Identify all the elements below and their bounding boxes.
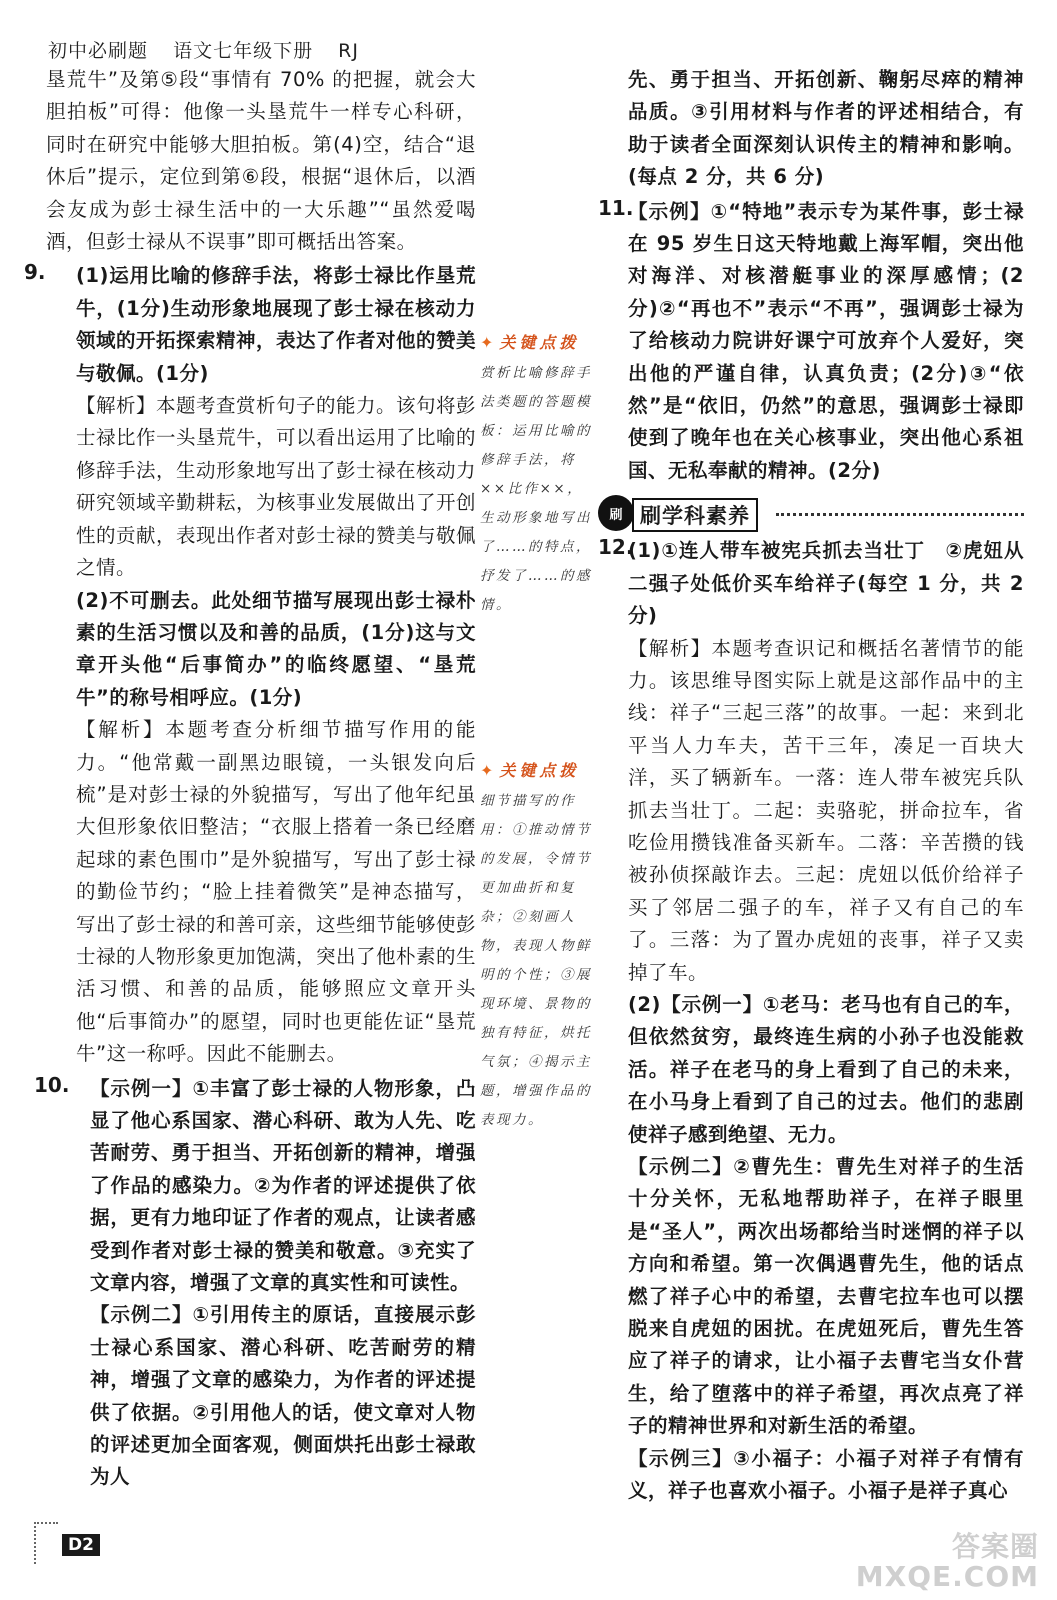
section-title: 刷学科素养 <box>632 498 758 532</box>
q10-example-1: 【示例一】①丰富了彭士禄的人物形象，凸显了他心系国家、潜心科研、敢为人先、吃苦耐劳、勇于担当、开拓创新的精神，增强了作品的感染力。②为作者的评述提供了依据，更有力地印证了作者的观点，让读者感受到作者对彭士禄的赞美和敬意。③充实了文章内容，增强了文章的真实性和可读性。 <box>90 1076 476 1295</box>
right-column <box>598 64 1024 1507</box>
watermark-line-2: MXQE.COM <box>855 1560 1039 1593</box>
question-11 <box>598 196 1024 488</box>
key-tip-title: ✦ 关键点拨 <box>480 758 592 781</box>
left-column <box>24 64 477 1494</box>
q10-example-2: 【示例二】①引用传主的原话，直接展示彭士禄心系国家、潜心科研、吃苦耐劳的精神，增强了文章的感染力，为作者的评述提供了依据。②引用他人的话，使文章对人物的评述更加全面客观，侧面烘托出彭士禄敢为人 <box>90 1303 476 1489</box>
question-10 <box>34 1072 476 1494</box>
q12-example-1: (2)【示例一】①老马：老马也有自己的车，但依然贫穷，最终连生病的小孙子也没能救活。祥子在老马的身上看到了自己的未来，在小马身上看到了自己的过去。他们的悲剧使祥子感到绝望、无力。 <box>628 992 1024 1146</box>
q9-analysis-1: 【解析】本题考查赏析句子的能力。该句将彭士禄比作一头垦荒牛，可以看出运用了比喻的修辞手法，生动形象地写出了彭士禄在核动力研究领域辛勤耕耘，为核事业发展做出了开创性的贡献，表现出作者对彭士禄的赞美与敬佩之情。 <box>76 394 477 580</box>
q9-analysis-2: 【解析】本题考查分析细节描写作用的能力。“他常戴一副黑边眼镜，一头银发向后梳”是对彭士禄的外貌描写，写出了他年纪虽大但形象依旧整洁；“衣服上搭着一条已经磨起球的素色围巾”是外貌描写，写出了彭士禄的勤俭节约；“脸上挂着微笑”是神态描写，写出了彭士禄的和善可亲，这些细节能够使彭士禄的人物形象更加饱满，突出了他朴素的生活习惯、和善的品质，能够照应文章开头他“后事简办”的愿望，同时也更能佐证“垦荒牛”这一称呼。因此不能删去。 <box>76 718 477 1066</box>
question-12 <box>598 535 1024 1507</box>
q8-analysis-continued: 垦荒牛”及第⑤段“事情有 70% 的把握，就会大胆拍板”可得：他像一头垦荒牛一样专心科研，同时在研究中能够大胆拍板。第(4)空，结合“退休后”提示，定位到第⑥段，根据“退休后，以酒会友成为彭士禄生活中的一大乐趣”“虽然爱喝酒，但彭士禄从不误事”即可概括出答案。 <box>46 68 476 254</box>
key-tip-box-2 <box>480 758 592 1135</box>
q12-analysis-1: 【解析】本题考查识记和概括名著情节的能力。该思维导图实际上就是这部作品中的主线：祥子“三起三落”的故事。一起：来到北平当人力车夫，苦干三年，凑足一百块大洋，买了辆新车。一落：连人带车被宪兵队抓去当壮丁。二起：卖骆驼，拼命拉车，省吃俭用攒钱准备买新车。二落：辛苦攒的钱被孙侦探敲诈去。三起：虎妞以低价给祥子买了邻居二强子的车，祥子又有自己的车了。三落：为了置办虎妞的丧事，祥子又卖掉了车。 <box>628 636 1024 984</box>
section-badge-icon: 刷 <box>598 495 634 531</box>
q9-answer-2: (2)不可删去。此处细节描写展现出彭士禄朴素的生活习惯以及和善的品质，(1分)这与文章开头他“后事简办”的临终愿望、“垦荒牛”的称号相呼应。(1分) <box>76 588 476 709</box>
question-number: 9. <box>24 260 46 285</box>
page-header <box>48 36 377 63</box>
section-header <box>598 493 1024 531</box>
book-title: 初中必刷题 <box>48 40 149 62</box>
question-number: 11. <box>598 195 634 220</box>
subject-title: 语文七年级下册 <box>173 40 314 62</box>
page-number: D2 <box>62 1534 100 1556</box>
q11-answer: 【示例】①“特地”表示专为某件事，彭士禄在 95 岁生日这天特地戴上海军帽，突出他对海洋、对核潜艇事业的深厚感情；(2分)②“再也不”表示“不再”，强调彭士禄为了给核动力院讲好课宁可放弃个人爱好，突出他的严谨自律，认真负责；(2分)③“依然”是“依旧，仍然”的意思，强调彭士禄即使到了晚年也在关心核事业，突出他心系祖国、无私奉献的精神。(2分) <box>628 199 1024 482</box>
key-tip-text: 赏析比喻修辞手法类题的答题模板：运用比喻的修辞手法，将××比作××，生动形象地写出了……的特点，抒发了……的感情。 <box>480 365 592 613</box>
question-number: 12. <box>598 535 634 560</box>
watermark <box>856 1532 1039 1592</box>
page-footer <box>34 1522 100 1564</box>
section-divider <box>776 513 1024 516</box>
q12-answer-1: (1)①连人带车被宪兵抓去当壮丁 ②虎妞从二强子处低价买车给祥子(每空 1 分，共 2 分) <box>628 539 1024 628</box>
q12-example-3: 【示例三】③小福子：小福子对祥子有情有义，祥子也喜欢小福子。小福子是祥子真心 <box>628 1446 1024 1503</box>
key-tip-title: ✦ 关键点拨 <box>480 330 592 353</box>
corner-decoration <box>34 1522 58 1564</box>
question-9 <box>24 260 477 1070</box>
question-number: 10. <box>34 1072 70 1097</box>
watermark-line-1: 答案圈 <box>951 1530 1039 1563</box>
key-tip-text: 细节描写的作用：①推动情节的发展，令情节更加曲折和复杂；②刻画人物，表现人物鲜明的个性；③展现环境、景物的独有特征，烘托气氛；④揭示主题，增强作品的表现力。 <box>480 793 592 1128</box>
edition-label: RJ <box>338 40 359 62</box>
q9-answer-1: (1)运用比喻的修辞手法，将彭士禄比作垦荒牛，(1分)生动形象地展现了彭士禄在核动力领域的开拓探索精神，表达了作者对他的赞美与敬佩。(1分) <box>76 264 477 385</box>
key-tip-box-1 <box>480 330 592 620</box>
q10-continued: 先、勇于担当、开拓创新、鞠躬尽瘁的精神品质。③引用材料与作者的评述相结合，有助于读者全面深刻认识传主的精神和影响。(每点 2 分，共 6 分) <box>628 68 1024 189</box>
q12-example-2: 【示例二】②曹先生：曹先生对祥子的生活十分关怀，无私地帮助祥子，在祥子眼里是“圣人”，两次出场都给当时迷惘的祥子以方向和希望。第一次偶遇曹先生，他的话点燃了祥子心中的希望，去曹宅拉车也可以摆脱来自虎妞的困扰。在虎妞死后，曹先生答应了祥子的请求，让小福子去曹宅当女仆营生，给了堕落中的祥子希望，再次点亮了祥子的精神世界和对新生活的希望。 <box>628 1155 1024 1438</box>
